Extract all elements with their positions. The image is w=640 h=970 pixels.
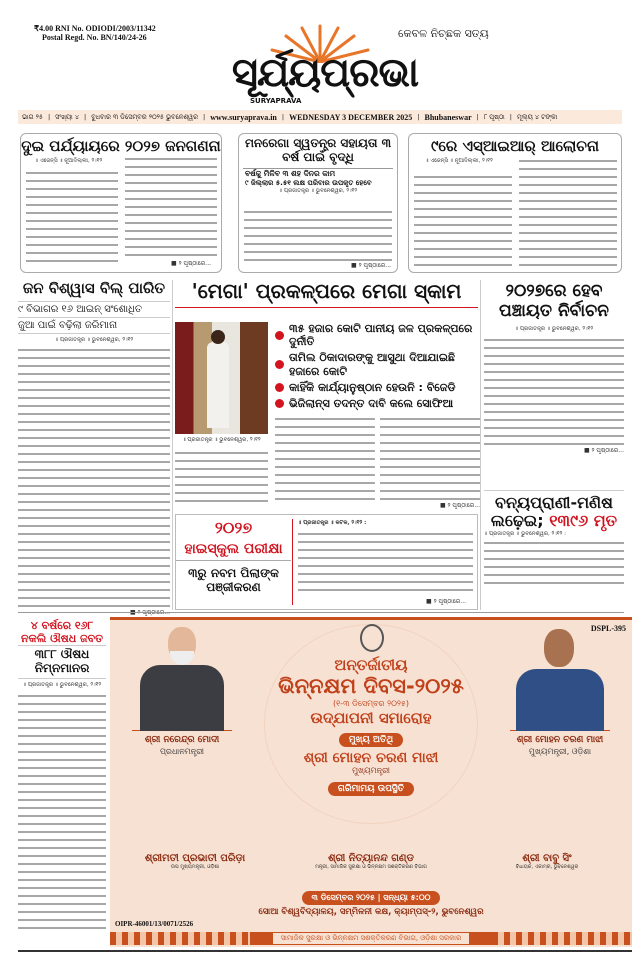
dateline: ॥ ପ୍ରଜାତନ୍ତ୍ର ॥ ଭୁବନେଶ୍ୱର, ୨।୧୨ <box>18 333 170 344</box>
story-census[interactable] <box>20 133 222 273</box>
body-text <box>18 347 170 609</box>
guest-role: ଉପ ମୁଖ୍ୟମନ୍ତ୍ରୀ, ଓଡ଼ିଶା <box>170 864 220 870</box>
subheadline: ୯ ଜିଲ୍ଲାର ୫.୫୧ ଲକ୍ଷ ପରିବାର ଉପକୃତ ହେବେ <box>245 178 372 187</box>
price-rni: ₹4.00 RNI No. ODIODI/2003/11342 <box>34 24 156 33</box>
story-jan-vishwas[interactable] <box>18 280 170 617</box>
pm-photo <box>132 623 232 731</box>
mega-body <box>275 416 480 502</box>
story-wildlife[interactable] <box>484 490 624 590</box>
pm-name: ଶ୍ରୀ ନରେନ୍ଦ୍ର ମୋଦୀ <box>144 735 220 745</box>
pages: ୮ ପୃଷ୍ଠା <box>483 112 505 121</box>
subheadline: ବର୍ଷକୁ ମିଳିବ ୩ ଶହ ଦିନର କାମ <box>243 168 393 179</box>
guest-name: ଶ୍ରୀ ବାବୁ ସିଂ <box>522 853 572 864</box>
pattern-border <box>492 932 632 945</box>
body-text <box>380 416 480 502</box>
body-text <box>275 416 375 502</box>
tagline: କେବଳ ନିଚ୍ଛକ ସତ୍ୟ <box>398 27 489 40</box>
headline: ଦୁଇ ପର୍ଯ୍ୟାୟରେ ୨୦୨୭ ଜନଗଣନା <box>21 137 221 155</box>
headline: ବନ୍ୟପ୍ରାଣୀ-ମଣିଷ <box>484 490 624 512</box>
bullet-dot-icon <box>275 399 284 408</box>
subheadline: ୩ରୁ ନବମ ପିଲାଙ୍କ ପଞ୍ଜୀକରଣ <box>188 566 279 594</box>
pm-role: ପ୍ରଧାନମନ୍ତ୍ରୀ <box>159 747 205 756</box>
mega-bullets <box>275 322 480 413</box>
death-count: ୧୩୯୬ ମୃତ <box>549 511 618 531</box>
ad-center <box>240 656 502 796</box>
story-mgnrega[interactable] <box>238 133 398 273</box>
bullet-item: ତାମିଲ ଠିକାଦାରଙ୍କୁ ଆସୁଥା ଦିଆଯାଇଛି ହଜାରେ କୋଟି <box>275 351 480 377</box>
chief-guest-role: ମୁଖ୍ୟମନ୍ତ୍ରୀ <box>352 766 390 775</box>
story-fake-drugs[interactable] <box>18 620 106 933</box>
guest-name: ଶ୍ରୀମତୀ ପ୍ରଭାତୀ ପରିଡ଼ା <box>144 853 246 864</box>
ad-title2: ଭିନ୍ନକ୍ଷମ ଦିବସ-୨୦୨୫ <box>278 674 464 698</box>
assembly-photo <box>175 322 268 434</box>
guest-role: ବିଧାୟକ, ଏକାମ୍ର, ଭୁବନେଶ୍ୱର <box>515 864 579 870</box>
dateline: ॥ ପ୍ରଜାତନ୍ତ୍ର ॥ ଭୁବନେଶ୍ୱର, ୨।୧୨ <box>278 187 358 194</box>
continued-link[interactable]: ■ ୨ ପୃଷ୍ଠାରେ... <box>426 598 467 605</box>
body-text <box>125 156 217 260</box>
body-text <box>484 540 624 590</box>
body-text <box>414 174 512 268</box>
headline: ଜନ ବିଶ୍ୱାସ ବିଲ୍ ପାରିତ <box>22 279 166 297</box>
guests-label: ଗରିମାମୟ ଉପସ୍ଥିତି <box>328 782 414 796</box>
continued-link[interactable]: ■ ୨ ପୃଷ୍ଠାରେ... <box>583 447 624 455</box>
body-text <box>175 450 268 508</box>
date-odia: ବୁଧବାର ୩ ଡିସେମ୍ବର ୨୦୨୫ ଭୁବନେଶ୍ୱର <box>91 112 198 121</box>
story-mega-scam[interactable] <box>175 280 478 308</box>
bullet-dot-icon <box>275 331 284 340</box>
headline-part: ଲଢ଼େଇ; <box>490 511 544 531</box>
photo-credit: ॥ ପ୍ରଜାତନ୍ତ୍ର ॥ ଭୁବନେଶ୍ୱର, ୨।୧୨ <box>182 437 261 443</box>
volume: ଭାଗ ୨୫ <box>22 112 43 121</box>
cm-role: ମୁଖ୍ୟମନ୍ତ୍ରୀ, ଓଡ଼ିଶା <box>528 747 592 756</box>
guest-name: ଶ୍ରୀ ନିତ୍ୟାନନ୍ଦ ଗଣ୍ଡ <box>328 853 414 864</box>
price: ମୂଲ୍ୟ ୪ ଟଙ୍କା <box>516 112 558 121</box>
event-time: ୩ ଡିସେମ୍ବର ୨୦୨୫ | ସନ୍ଧ୍ୟା ୫:୦୦ <box>302 891 441 905</box>
dateline: ॥ ଏଜେନ୍ସି ॥ ନୂଆଦିଲ୍ଲୀ, ୨।୧୨ <box>425 158 493 165</box>
guest-list <box>120 853 622 870</box>
headline: ହାଇସ୍କୁଲ ପରୀକ୍ଷା <box>176 541 291 561</box>
subheadline: ଜୁଆ ପାଇଁ ବଢ଼ିଲା ଜରିମାନା <box>18 317 170 333</box>
body-text <box>484 337 624 447</box>
odisha-emblem-icon <box>360 624 384 652</box>
ad-title1: ଅନ୍ତର୍ଜାତୀୟ <box>334 656 408 674</box>
body-text <box>18 693 106 933</box>
headline: ନକଲି ଔଷଧ ଜବତ <box>18 633 106 647</box>
ad-code: DSPL-395 <box>590 624 626 633</box>
headline: ୯ରେ ଏସ୍ଆଇଆର୍ ଆଲୋଚନା <box>430 137 600 155</box>
guest-role: ମନ୍ତ୍ରୀ, ସାମାଜିକ ସୁରକ୍ଷା ଓ ଭିନ୍ନକ୍ଷମ ସଶକ୍ତିକରଣ ବିଭାଗ <box>315 864 427 870</box>
website-link[interactable]: www.suryaprava.in <box>210 112 277 122</box>
dateline: ॥ ଏଜେନ୍ସି ॥ ନୂଆଦିଲ୍ଲୀ, ୨।୧୨ <box>34 158 103 165</box>
dateline: ॥ ପ୍ରଜାତନ୍ତ୍ର ॥ ଭୁବନେଶ୍ୱର, ୨।୧୨ : <box>484 530 566 537</box>
mega-column <box>275 322 480 510</box>
headline: ମନରେଗା ସ୍ୱତନ୍ତ୍ର ସହାୟତା ୩ ବର୍ଷ ପାଇଁ ବୃଦ୍ଧି <box>244 136 392 164</box>
dateline: ॥ ପ୍ରଜାତନ୍ତ୍ର ॥ ଭୁବନେଶ୍ୱର, ୨।୧୨ <box>514 326 594 333</box>
ad-footer-text: ସାମାଜିକ ସୁରକ୍ଷା ଓ ଭିନ୍ନକ୍ଷମ ସଶକ୍ତିକରଣ ବିଭାଗ, ଓଡ଼ିଶା ସରକାର <box>273 933 470 944</box>
ad-dates: (୧-୩ ଡିସେମ୍ବର ୨୦୨୫) <box>332 699 410 708</box>
continued-link[interactable]: ■ ୨ ପୃଷ୍ଠାରେ... <box>439 502 480 509</box>
bullet-item: କାହିଁକି କାର୍ଯ୍ୟାନୁଷ୍ଠାନ ହେଉନି : ବିଜେଡି <box>275 381 480 394</box>
ad-ref: OIPR-46001/13/0071/2526 <box>115 920 194 928</box>
ad-footer <box>110 932 632 945</box>
city: Bhubaneswar <box>424 112 472 122</box>
story-panchayat[interactable] <box>484 282 624 455</box>
bullet-item: ୩୫ ହଜାର କୋଟି ପାନୀୟ ଜଳ ପ୍ରକଳ୍ପରେ ଦୁର୍ନୀତି <box>275 322 480 348</box>
cm-photo <box>510 623 610 731</box>
cm-name: ଶ୍ରୀ ମୋହନ ଚରଣ ମାଝୀ <box>516 735 604 745</box>
logo: ସୂର୍ଯ୍ୟପ୍ରଭା <box>231 50 419 96</box>
headline: 'ମେଗା' ପ୍ରକଳ୍ପରେ ମେଗା ସ୍କାମ <box>175 280 478 308</box>
body-text <box>26 170 118 268</box>
postal-reg: Postal Regd. No. BN/140/24-26 <box>42 33 147 42</box>
body-text <box>244 209 392 264</box>
body-text <box>519 158 617 266</box>
body-text <box>298 531 473 597</box>
dateline: ॥ ପ୍ରଜାତନ୍ତ୍ର ॥ କଟକ, ୨।୧୨ : <box>298 520 367 526</box>
bullet-item: ଭିଜିଲାନ୍ସ ତଦନ୍ତ ଦାବି କଲେ ସୋଫିଆ <box>275 397 480 410</box>
subheadline: ୩୮୮ ଔଷଧ ନିମ୍ନମାନର <box>18 646 106 679</box>
ad-disability-day[interactable] <box>110 617 632 947</box>
event-venue: ସୋଆ ବିଶ୍ୱବିଦ୍ୟାଳୟ, ସମ୍ମିଳନୀ କକ୍ଷ, କ୍ୟାମ୍ପସ୍-୨, ଭୁବନେଶ୍ୱର <box>258 907 484 917</box>
story-exam[interactable] <box>175 514 478 610</box>
continued-link[interactable]: ■ ୨ ପୃଷ୍ଠାରେ... <box>171 260 212 267</box>
date-bar: ଭାଗ ୨୫ | ସଂଖ୍ୟା ୪ | ବୁଧବାର ୩ ଡିସେମ୍ବର ୨୦୨୫ ଭୁବନେଶ୍ୱର | www.suryaprava.in | WEDNESDAY 3 DECEMBER 2025 | Bhubaneswar | ୮ ପୃଷ୍ଠା | ମୂଲ୍ୟ ୪ ଟଙ୍କା <box>18 110 622 124</box>
date-en: WEDNESDAY 3 DECEMBER 2025 <box>289 112 413 122</box>
bullet-dot-icon <box>275 383 284 392</box>
chief-guest-label: ମୁଖ୍ୟ ଅତିଥି <box>339 733 403 747</box>
continued-link[interactable]: ■ ୨ ପୃଷ୍ଠାରେ... <box>351 262 392 269</box>
story-sir[interactable] <box>408 133 622 273</box>
headline: ୨୦୨୭ରେ ହେବ ପଞ୍ଚାୟତ ନିର୍ବାଚନ <box>499 281 609 321</box>
kicker: ୪ ବର୍ଷରେ ୧୬୮ <box>30 619 94 632</box>
exam-year: ୨୦୨୭ <box>214 518 253 537</box>
pattern-border <box>110 932 250 945</box>
logo-en: SURYAPRAVA <box>250 97 302 105</box>
dateline: ॥ ପ୍ରଜାତନ୍ତ୍ର ॥ ଭୁବନେଶ୍ୱର, ୨।୧୨ <box>22 681 102 688</box>
chief-guest-name: ଶ୍ରୀ ମୋହନ ଚରଣ ମାଝୀ <box>303 750 439 766</box>
ad-event: ଉଦ୍‌ଯାପନୀ ସମାରୋହ <box>310 709 432 727</box>
issue: ସଂଖ୍ୟା ୪ <box>55 112 80 121</box>
subheadline: ୯ ବିଭାଗର ୧୬ ଆଇନ୍ ସଂଶୋଧିତ <box>18 301 170 317</box>
bullet-dot-icon <box>275 360 284 369</box>
